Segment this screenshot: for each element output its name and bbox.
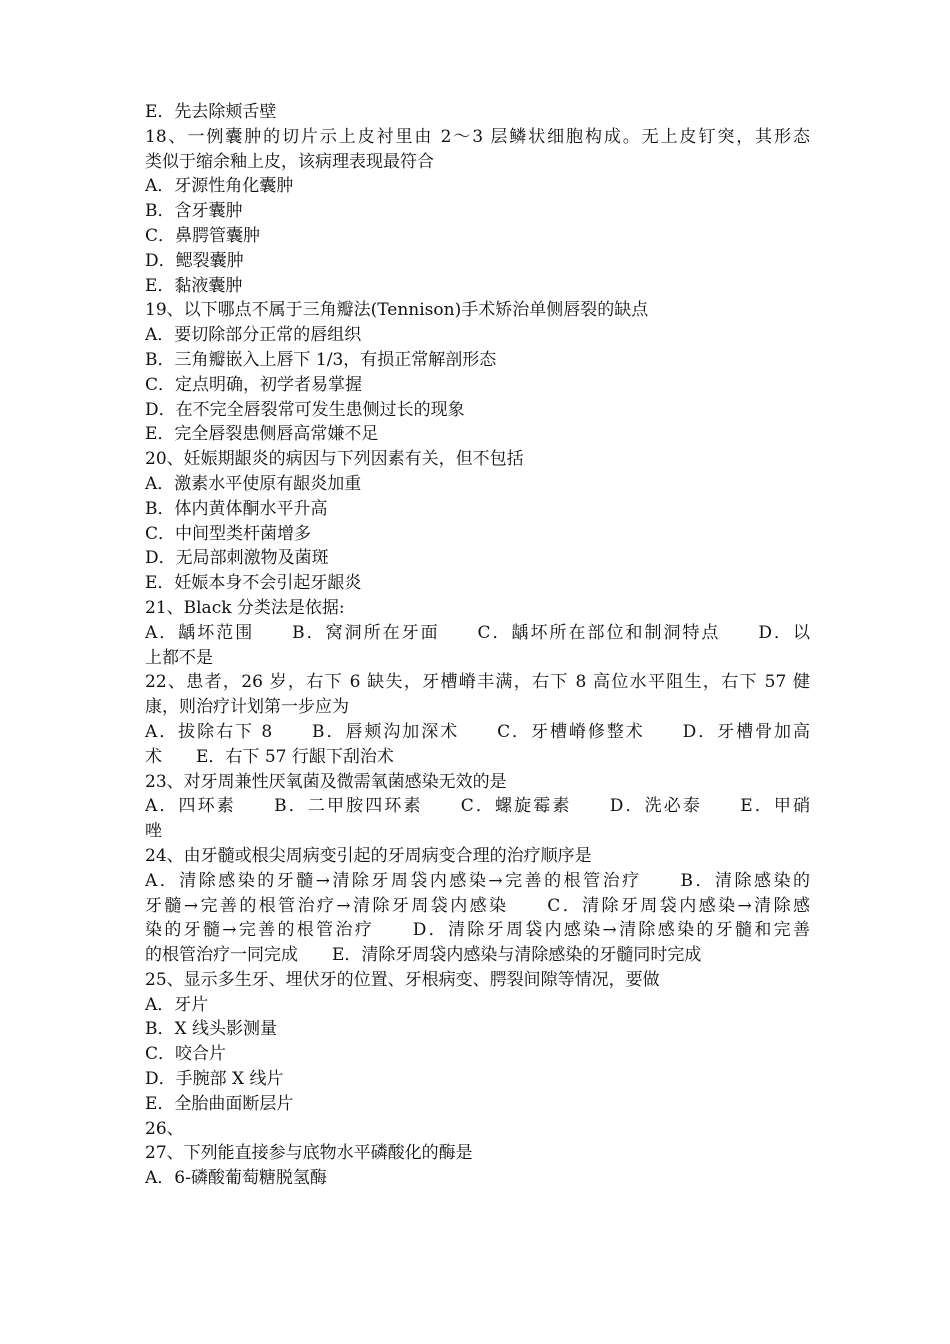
text-line: A．拔除右下 8 B．唇颊沟加深术 C．牙槽嵴修整术 D．牙槽骨加高 — [145, 721, 810, 742]
text-line: 类似于缩余釉上皮，该病理表现最符合 — [145, 151, 434, 172]
text-line: 康，则治疗计划第一步应为 — [145, 697, 349, 718]
text-line: B．体内黄体酮水平升高 — [145, 498, 328, 519]
text-line: C．定点明确，初学者易掌握 — [145, 374, 363, 395]
text-line: 23、对牙周兼性厌氧菌及微需氧菌感染无效的是 — [145, 771, 507, 792]
text-line: A．清除感染的牙髓→清除牙周袋内感染→完善的根管治疗 B．清除感染的 — [145, 870, 810, 891]
text-line: 染的牙髓→完善的根管治疗 D．清除牙周袋内感染→清除感染的牙髓和完善 — [145, 920, 810, 941]
text-line: 的根管治疗一同完成 E．清除牙周袋内感染与清除感染的牙髓同时完成 — [145, 945, 702, 966]
text-line: 22、患者，26 岁，右下 6 缺失，牙槽嵴丰满，右下 8 高位水平阻生，右下 57 健 — [145, 672, 810, 693]
text-line: D．在不完全唇裂常可发生患侧过长的现象 — [145, 399, 465, 420]
text-line: 19、以下哪点不属于三角瓣法(Tennison)手术矫治单侧唇裂的缺点 — [145, 300, 649, 321]
text-line: E．先去除颊舌壁 — [145, 102, 277, 122]
text-line: A．激素水平使原有龈炎加重 — [145, 473, 362, 494]
text-line: A．牙片 — [145, 994, 209, 1015]
text-line: E．黏液囊肿 — [145, 275, 243, 296]
text-line: C．中间型类杆菌增多 — [145, 523, 312, 544]
text-line: 20、妊娠期龈炎的病因与下列因素有关，但不包括 — [145, 449, 524, 470]
document-page — [145, 100, 810, 1191]
text-line: 26、 — [145, 1118, 184, 1139]
text-line: 27、下列能直接参与底物水平磷酸化的酶是 — [145, 1143, 473, 1164]
text-line: D．无局部刺激物及菌斑 — [145, 548, 329, 569]
text-line: A．6-磷酸葡萄糖脱氢酶 — [145, 1168, 327, 1189]
text-line: D．手腕部 X 线片 — [145, 1069, 284, 1090]
text-line: E．完全唇裂患侧唇高常嫌不足 — [145, 424, 379, 445]
text-line: 上都不是 — [145, 647, 213, 668]
text-line: 唑 — [145, 821, 162, 842]
text-line: A．要切除部分正常的唇组织 — [145, 325, 362, 346]
text-line: A．龋坏范围 B．窝洞所在牙面 C．龋坏所在部位和制洞特点 D．以 — [145, 622, 810, 643]
text-line: D．鳃裂囊肿 — [145, 250, 244, 271]
text-line: 21、Black 分类法是依据: — [145, 597, 345, 618]
text-line: C．咬合片 — [145, 1044, 227, 1065]
text-line: A．牙源性角化囊肿 — [145, 176, 294, 197]
text-line: E．妊娠本身不会引起牙龈炎 — [145, 573, 362, 594]
text-line: 18、一例囊肿的切片示上皮衬里由 2～3 层鳞状细胞构成。无上皮钉突，其形态 — [145, 126, 810, 147]
text-line: 牙髓→完善的根管治疗→清除牙周袋内感染 C．清除牙周袋内感染→清除感 — [145, 895, 810, 916]
text-line: 24、由牙髓或根尖周病变引起的牙周病变合理的治疗顺序是 — [145, 845, 592, 866]
text-line: A．四环素 B．二甲胺四环素 C．螺旋霉素 D．洗必泰 E．甲硝 — [145, 796, 810, 817]
text-line: 25、显示多生牙、埋伏牙的位置、牙根病变、腭裂间隙等情况，要做 — [145, 969, 660, 990]
text-line: 术 E．右下 57 行龈下刮治术 — [145, 746, 394, 767]
text-line: B．X 线头影测量 — [145, 1019, 277, 1040]
text-line: B．含牙囊肿 — [145, 201, 243, 222]
text-line: C．鼻腭管囊肿 — [145, 225, 261, 246]
text-line: E．全胎曲面断层片 — [145, 1093, 294, 1114]
text-line: B．三角瓣嵌入上唇下 1/3，有损正常解剖形态 — [145, 349, 497, 370]
